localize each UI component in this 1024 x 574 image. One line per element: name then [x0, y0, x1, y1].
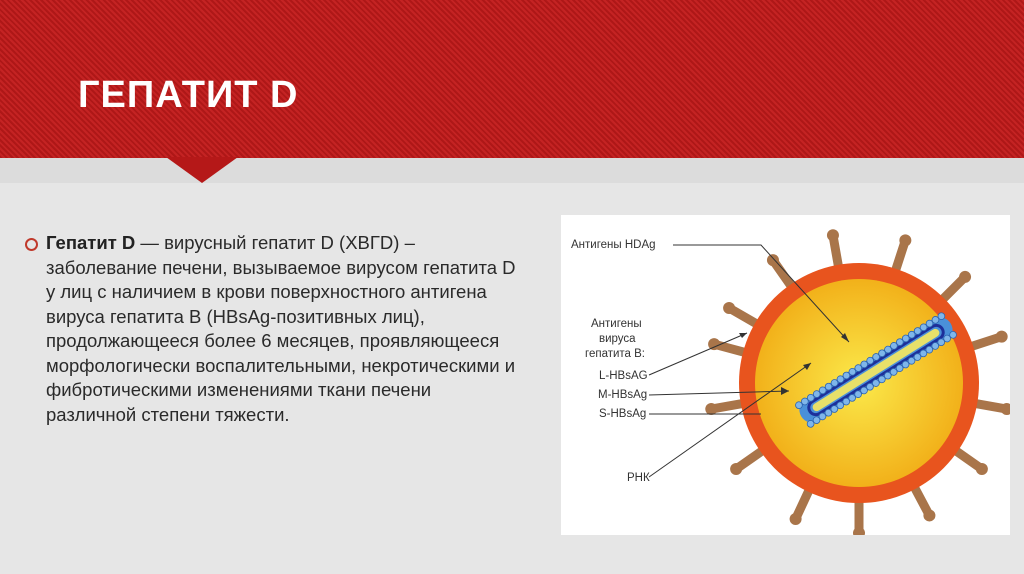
antigen-spike-head: [923, 509, 935, 521]
antigen-spike-head: [730, 463, 742, 475]
antigen-spike-head: [723, 302, 735, 314]
definition-paragraph: [46, 231, 526, 427]
label-hbv-2: вируса: [599, 333, 636, 345]
label-hbv-3: гепатита В:: [585, 348, 645, 360]
label-s-hbsag: S-HBsAg: [599, 408, 647, 420]
label-hdag: Антигены HDAg: [571, 239, 656, 251]
virus-diagram: [561, 215, 1010, 535]
definition-term: Гепатит D: [46, 232, 136, 253]
antigen-spike-head: [767, 254, 779, 266]
label-m-hbsag: M-HBsAg: [598, 389, 648, 401]
virus-diagram-svg: [561, 215, 1010, 535]
slide-title: ГЕПАТИТ D: [78, 74, 299, 116]
antigen-spike-head: [899, 234, 911, 246]
antigen-spike-head: [996, 331, 1008, 343]
label-l-hbsag: L-HBsAG: [599, 370, 648, 382]
label-hbv-1: Антигены: [591, 318, 642, 330]
antigen-spike-head: [827, 229, 839, 241]
banner-notch: [166, 157, 238, 183]
antigen-spike-head: [790, 513, 802, 525]
definition-text: — вирусный гепатит D (ХВГD) – заболевание печени, вызываемое вирусом гепатита D у лиц с наличием в крови поверхностного антигена вируса гепатита B (HBsAg-позитивных лиц), продолжающееся более 6 месяцев, проявляющееся морфологически воспалительными, некротическими и фибротическими изменениями ткани печени различной степени тяжести.: [46, 232, 516, 425]
label-rna: РНК: [627, 472, 650, 484]
antigen-spike-head: [705, 403, 717, 415]
antigen-spike-head: [959, 271, 971, 283]
antigen-spike-head: [976, 463, 988, 475]
bullet-circle-icon: [25, 238, 38, 251]
